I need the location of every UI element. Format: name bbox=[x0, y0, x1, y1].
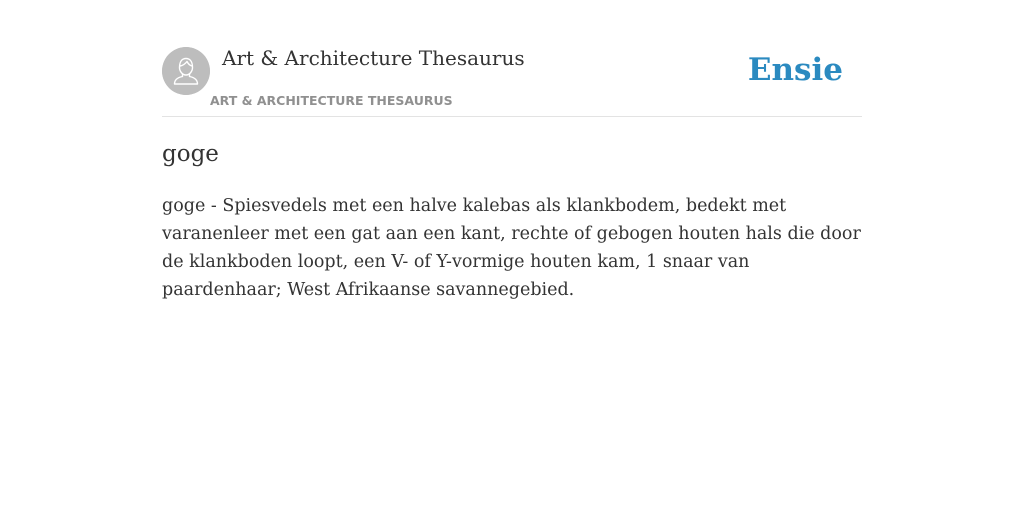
user-silhouette-icon bbox=[162, 47, 210, 95]
entry-definition: goge - Spiesvedels met een halve kalebas als klankbodem, bedekt met varanenleer met een gat aan een kant, rechte of gebogen houten hals die door de klankboden loopt, een V- of Y-vormige houten kam, 1 snaar van paardenhaar; West Afrikaanse savannegebied. bbox=[162, 196, 861, 300]
entry-term: goge bbox=[162, 141, 219, 167]
header bbox=[162, 40, 862, 117]
source-title[interactable]: Art & Architecture Thesaurus bbox=[222, 46, 525, 70]
source-subtitle[interactable]: ART & ARCHITECTURE THESAURUS bbox=[210, 93, 453, 108]
ensie-logo[interactable]: Ensie bbox=[747, 52, 843, 88]
